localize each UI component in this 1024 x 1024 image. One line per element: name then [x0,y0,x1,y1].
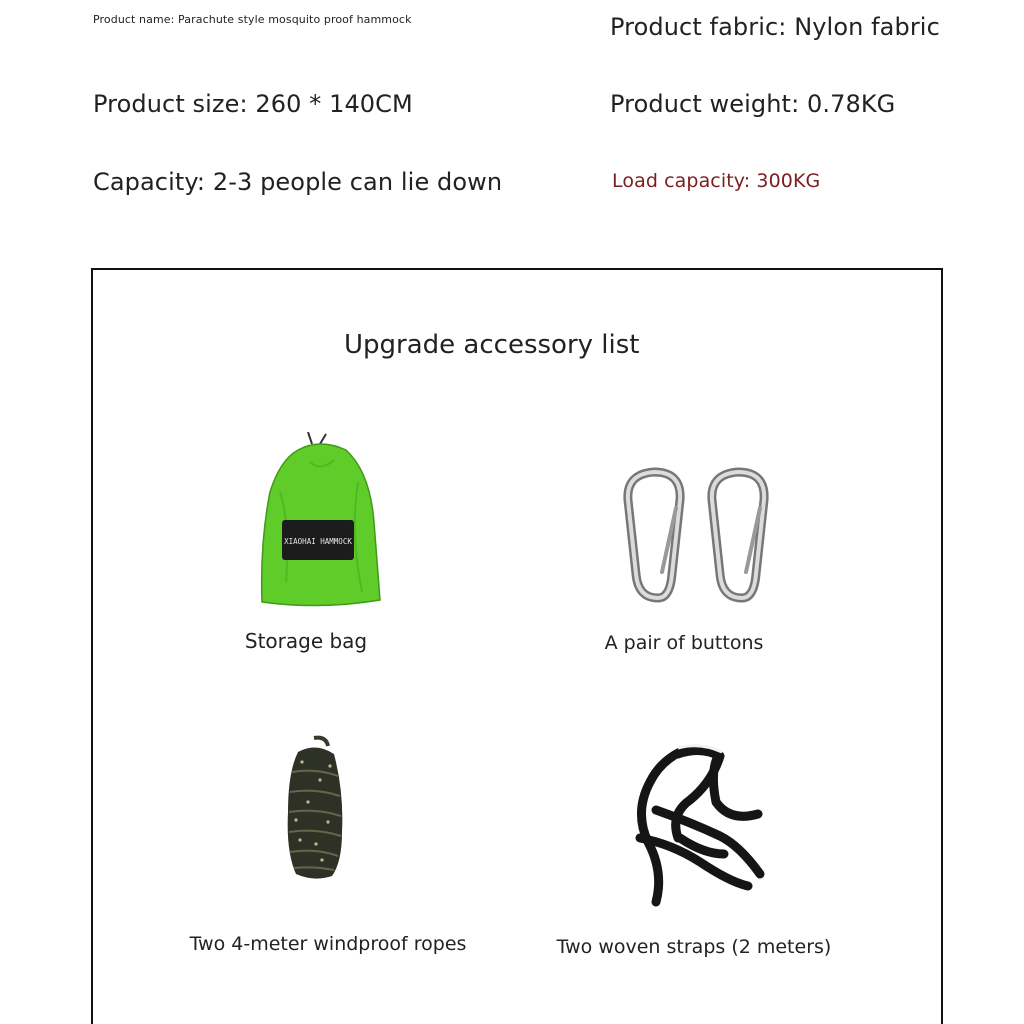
buttons-caption: A pair of buttons [604,632,764,654]
product-name-text: Product name: Parachute style mosquito proof hammock [93,13,412,26]
product-weight-text: Product weight: 0.78KG [610,90,896,118]
storage-bag-icon [250,432,390,612]
accessory-list-box [91,268,943,1024]
carabiner-icon [620,464,780,610]
rope-icon [268,732,364,882]
capacity-text: Capacity: 2-3 people can lie down [93,168,503,196]
bag-print-text: XIAOHAI HAMMOCK [284,537,352,546]
ropes-caption: Two 4-meter windproof ropes [189,933,467,955]
product-fabric-text: Product fabric: Nylon fabric [610,13,940,41]
accessory-list-title: Upgrade accessory list [344,330,640,360]
load-capacity-text: Load capacity: 300KG [612,170,821,192]
straps-caption: Two woven straps (2 meters) [556,936,832,958]
storage-bag-caption: Storage bag [244,629,368,653]
product-size-text: Product size: 260 * 140CM [93,90,413,118]
strap-icon [620,742,770,910]
